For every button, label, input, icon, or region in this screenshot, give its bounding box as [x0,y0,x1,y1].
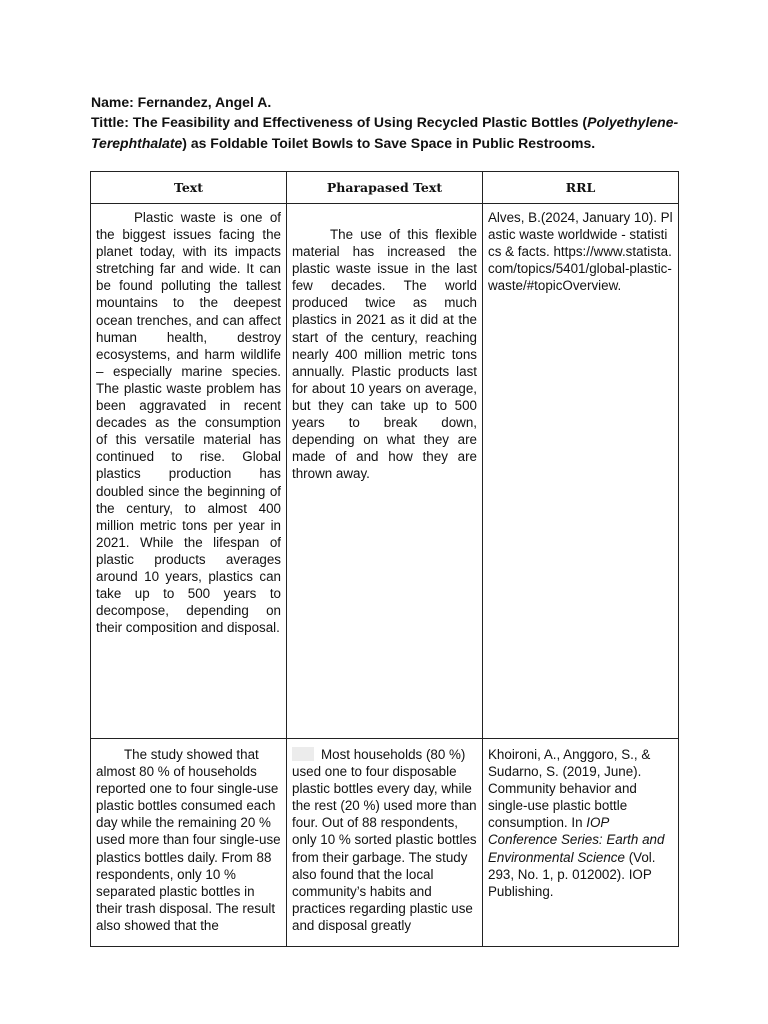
cell-rrl: Alves, B.(2024, January 10). Plastic waste worldwide - statistics & facts. https://www.statista.com/topics/5401/global-plastic-waste/#topicOverview. [483,204,679,739]
journal-title: IOP Conference Series: Earth and Environmental Science [488,815,665,865]
author-name: Name: Fernandez, Angel A. [91,94,272,110]
title-suffix: ) as Foldable Toilet Bowls to Save Space in Public Restrooms. [182,134,596,151]
table-header-row [91,172,679,204]
document-header [91,92,691,153]
title-prefix: Tittle: The Feasibility and Effectiveness of Using Recycled Plastic Bottles ( [91,114,588,131]
document-title [91,112,691,153]
highlight-mark [292,747,314,761]
table-row [91,739,679,947]
column-header-text: Text [91,172,287,204]
rrl-table [90,171,679,947]
column-header-paraphrased: Pharapased Text [287,172,483,204]
table-row [91,204,679,739]
column-header-rrl: RRL [483,172,679,204]
cell-paraphrased-text: Most households (80 %) used one to four disposable plastic bottles every day, while the rest (20 %) used more than four. Out of 88 respondents, only 10 % sorted plastic bottles from their garbage. The study also found that the local community’s habits and practices regarding plastic use and disposal greatly [287,739,483,947]
title-italic: Polyethylene- Terephthalate [91,114,679,151]
cell-rrl: Khoironi, A., Anggoro, S., & Sudarno, S. (2019, June). Community behavior and single-use plastic bottle consumption. In IOP Conference Series: Earth and Environmental Science (Vol. 293, No. 1, p. 012002). IOP Publishing. [483,739,679,947]
cell-original-text: Plastic waste is one of the biggest issues facing the planet today, with its impacts stretching far and wide. It can be found polluting the tallest mountains to the deepest ocean trenches, and can affect human health, destroy ecosystems, and harm wildlife – especially marine species. The plastic waste problem has been aggravated in recent decades as the consumption of this versatile material has continued to rise. Global plastics production has doubled since the beginning of the century, to almost 400 million metric tons per year in 2021. While the lifespan of plastic products averages around 10 years, plastics can take up to 500 years to decompose, depending on their composition and disposal. [91,204,287,739]
cell-original-text: The study showed that almost 80 % of households reported one to four single-use plastic bottles consumed each day while the remaining 20 % used more than four single-use plastics bottles daily. From 88 respondents, only 10 % separated plastic bottles in their trash disposal. The result also showed that the [91,739,287,947]
cell-paraphrased-text: The use of this flexible material has increased the plastic waste issue in the last few decades. The world produced twice as much plastics in 2021 as it did at the start of the century, reaching nearly 400 million metric tons annually. Plastic products last for about 10 years on average, but they can take up to 500 years to break down, depending on what they are made of and how they are thrown away. [287,204,483,739]
